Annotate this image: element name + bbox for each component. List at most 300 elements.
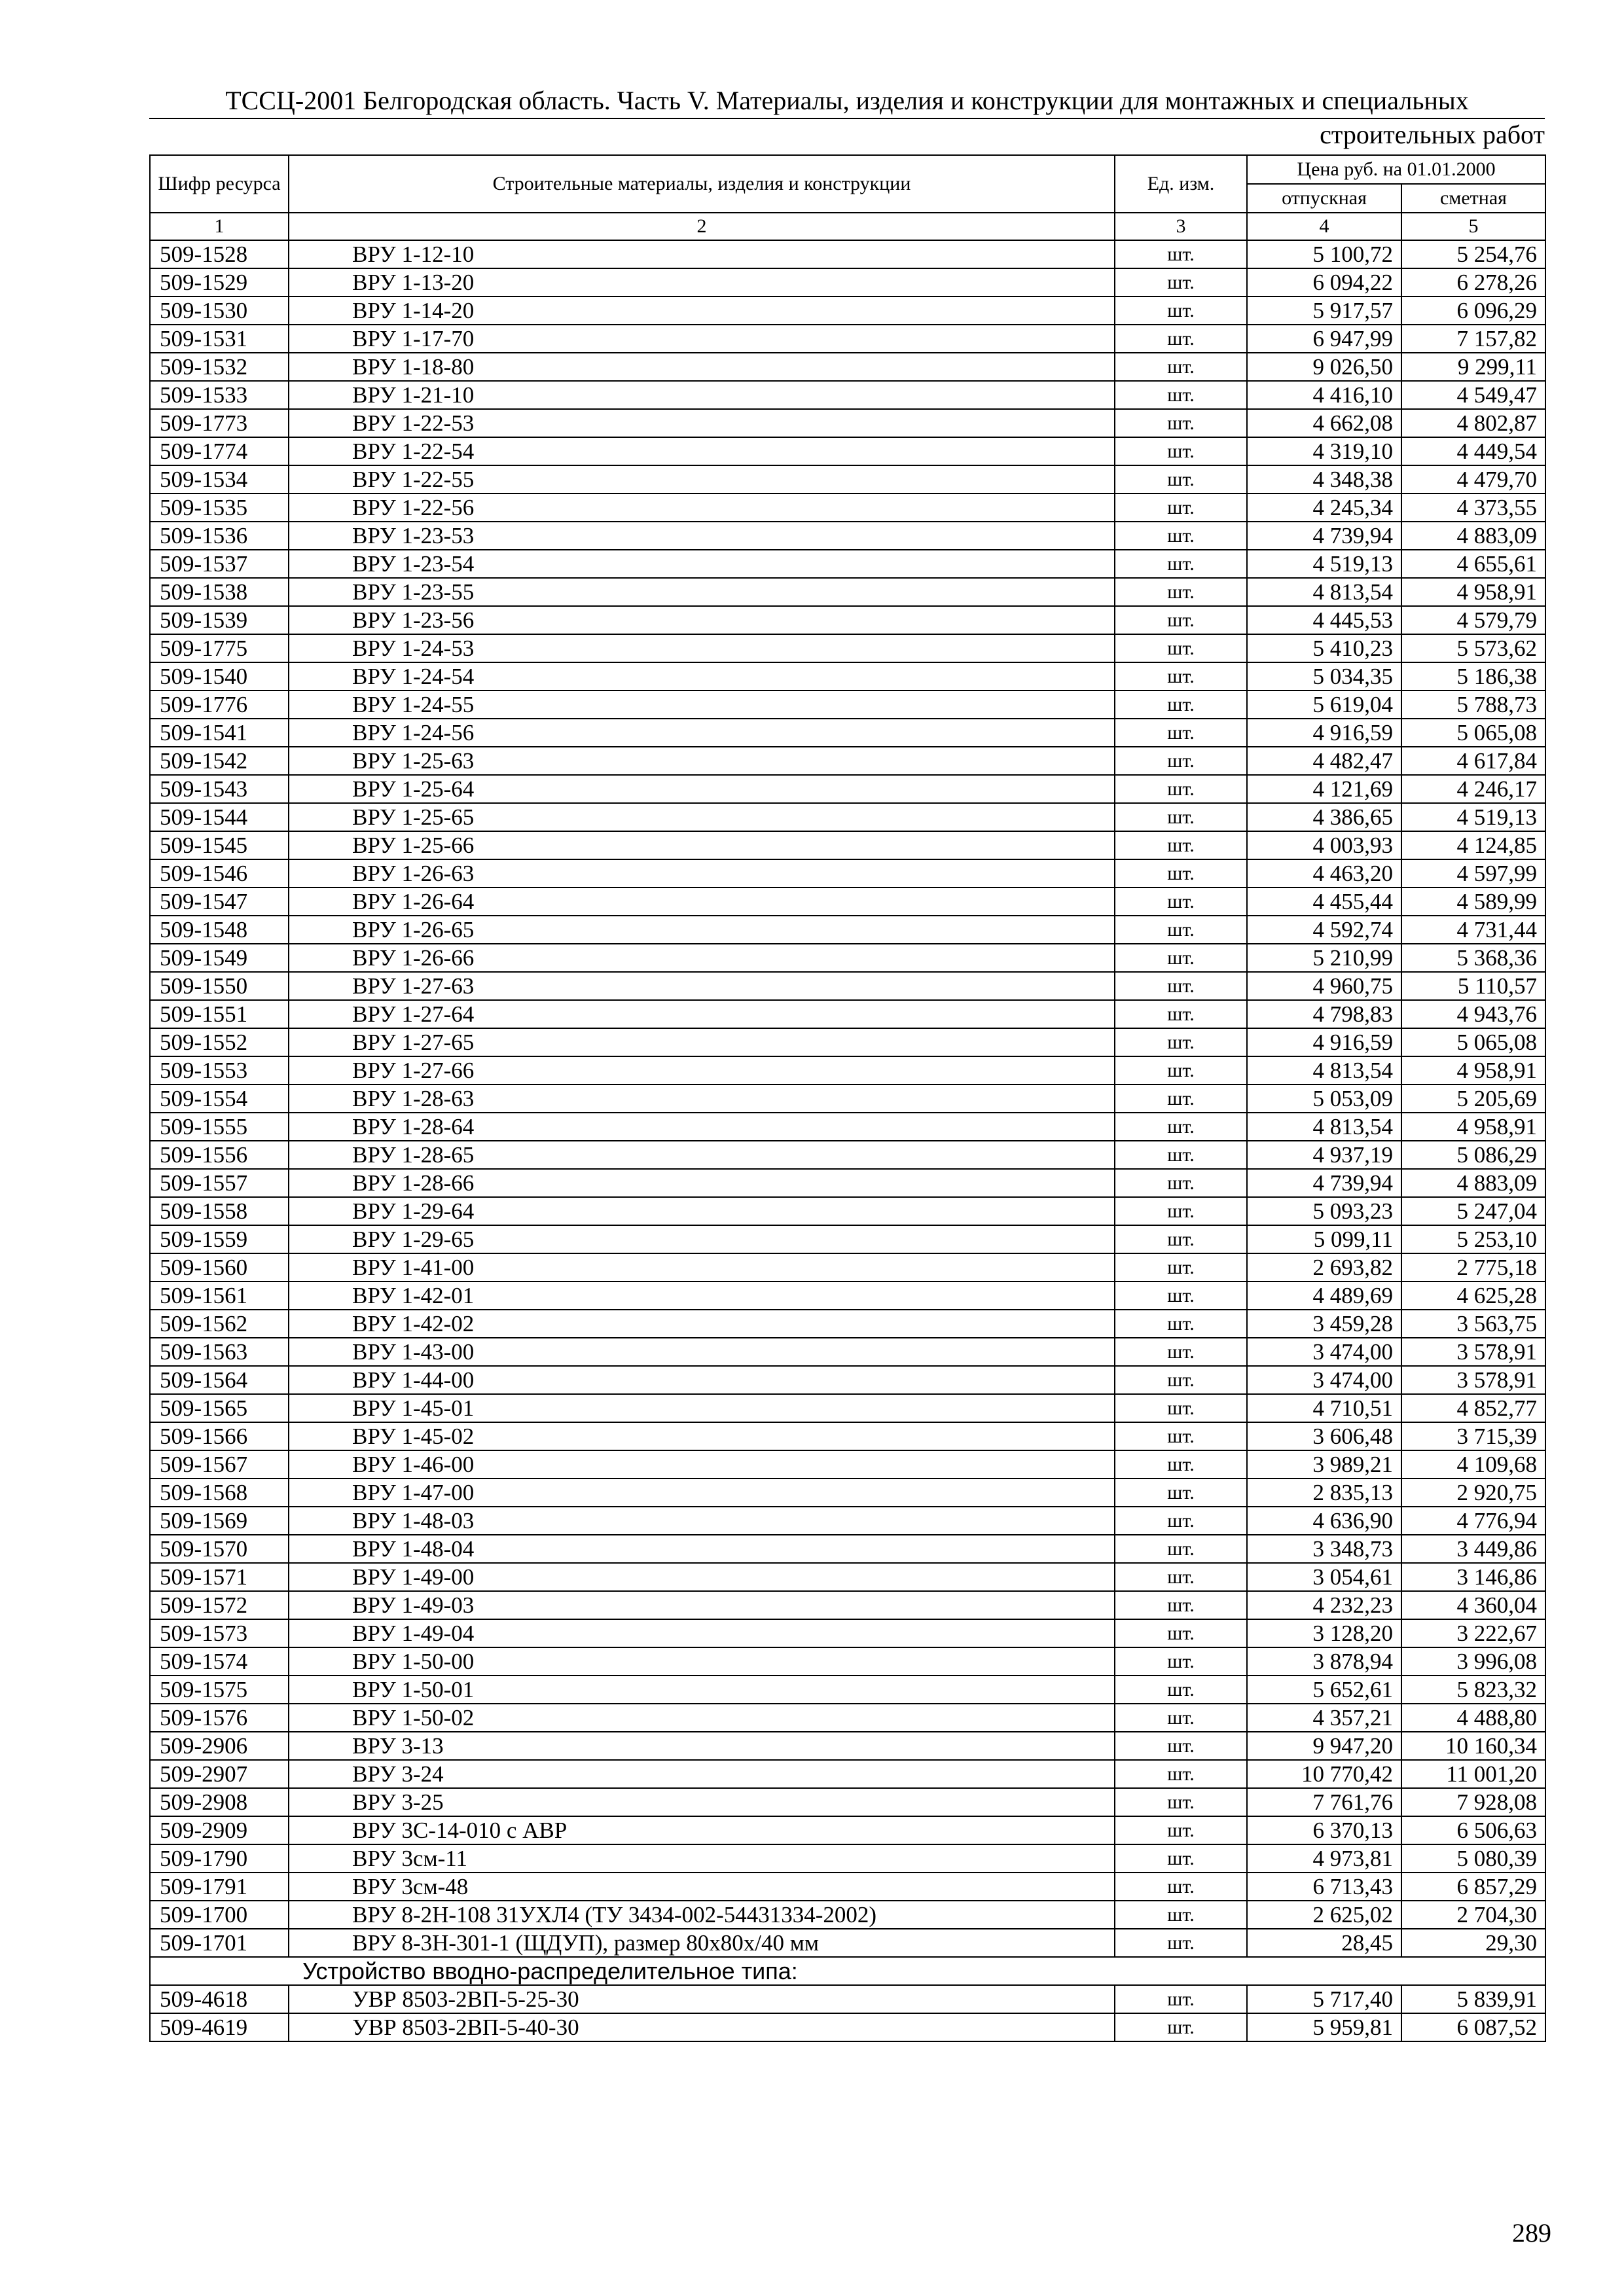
table-header-row [150, 155, 1545, 184]
row-code: 509-1546 [150, 859, 289, 888]
row-code: 509-1534 [150, 465, 289, 493]
row-price-estimate: 3 563,75 [1401, 1310, 1545, 1338]
row-unit: шт. [1115, 1253, 1247, 1282]
row-code: 509-1572 [150, 1591, 289, 1619]
row-unit: шт. [1115, 1282, 1247, 1310]
row-price-estimate: 5 788,73 [1401, 691, 1545, 719]
row-unit: шт. [1115, 634, 1247, 662]
row-price-release: 6 713,43 [1247, 1873, 1401, 1901]
row-code: 509-1538 [150, 578, 289, 606]
row-name: ВРУ 3-13 [289, 1732, 1115, 1760]
row-price-estimate: 6 506,63 [1401, 1816, 1545, 1844]
row-unit: шт. [1115, 1422, 1247, 1450]
table-row [150, 634, 1545, 662]
row-price-estimate: 3 449,86 [1401, 1535, 1545, 1563]
row-price-release: 4 813,54 [1247, 1056, 1401, 1085]
row-code: 509-1553 [150, 1056, 289, 1085]
header-code: Шифр ресурса [150, 155, 289, 213]
table-row [150, 916, 1545, 944]
row-name: ВРУ 1-28-65 [289, 1141, 1115, 1169]
row-name: ВРУ 1-29-64 [289, 1197, 1115, 1225]
row-price-release: 4 386,65 [1247, 803, 1401, 831]
row-code: 509-2909 [150, 1816, 289, 1844]
row-price-release: 3 474,00 [1247, 1366, 1401, 1394]
row-code: 509-2907 [150, 1760, 289, 1788]
row-price-estimate: 4 776,94 [1401, 1507, 1545, 1535]
row-name: ВРУ 1-50-00 [289, 1647, 1115, 1676]
row-price-release: 2 625,02 [1247, 1901, 1401, 1929]
row-unit: шт. [1115, 1507, 1247, 1535]
header-price-group: Цена руб. на 01.01.2000 [1247, 155, 1545, 184]
row-price-release: 6 094,22 [1247, 268, 1401, 296]
row-price-estimate: 2 775,18 [1401, 1253, 1545, 1282]
row-name: ВРУ 1-49-04 [289, 1619, 1115, 1647]
table-row [150, 1647, 1545, 1676]
row-code: 509-1560 [150, 1253, 289, 1282]
row-unit: шт. [1115, 1225, 1247, 1253]
row-name: ВРУ 1-14-20 [289, 296, 1115, 325]
row-price-estimate: 5 065,08 [1401, 719, 1545, 747]
row-code: 509-1547 [150, 888, 289, 916]
row-price-estimate: 4 124,85 [1401, 831, 1545, 859]
row-code: 509-1537 [150, 550, 289, 578]
table-row [150, 1479, 1545, 1507]
row-price-estimate: 10 160,34 [1401, 1732, 1545, 1760]
row-price-estimate: 4 802,87 [1401, 409, 1545, 437]
row-name: ВРУ 1-44-00 [289, 1366, 1115, 1394]
price-table [149, 154, 1546, 2042]
row-code: 509-1571 [150, 1563, 289, 1591]
table-row [150, 1985, 1545, 2013]
row-price-estimate: 6 278,26 [1401, 268, 1545, 296]
row-price-estimate: 5 823,32 [1401, 1676, 1545, 1704]
table-row [150, 1282, 1545, 1310]
row-price-release: 4 489,69 [1247, 1282, 1401, 1310]
table-row [150, 831, 1545, 859]
row-unit: шт. [1115, 409, 1247, 437]
row-price-estimate: 4 731,44 [1401, 916, 1545, 944]
row-unit: шт. [1115, 859, 1247, 888]
row-unit: шт. [1115, 493, 1247, 522]
section-title: Устройство вводно-распределительное типа: [150, 1957, 1545, 1985]
table-row [150, 437, 1545, 465]
row-price-release: 5 917,57 [1247, 296, 1401, 325]
row-unit: шт. [1115, 1788, 1247, 1816]
row-price-estimate: 3 996,08 [1401, 1647, 1545, 1676]
row-unit: шт. [1115, 1563, 1247, 1591]
row-price-estimate: 5 253,10 [1401, 1225, 1545, 1253]
table-row [150, 1422, 1545, 1450]
row-price-release: 5 099,11 [1247, 1225, 1401, 1253]
row-price-release: 4 455,44 [1247, 888, 1401, 916]
row-name: ВРУ 1-18-80 [289, 353, 1115, 381]
row-unit: шт. [1115, 1816, 1247, 1844]
row-price-release: 5 717,40 [1247, 1985, 1401, 2013]
row-unit: шт. [1115, 831, 1247, 859]
row-name: ВРУ 1-25-64 [289, 775, 1115, 803]
table-row [150, 1450, 1545, 1479]
row-price-estimate: 3 222,67 [1401, 1619, 1545, 1647]
row-unit: шт. [1115, 1197, 1247, 1225]
row-code: 509-1775 [150, 634, 289, 662]
row-code: 509-1774 [150, 437, 289, 465]
row-price-estimate: 4 943,76 [1401, 1000, 1545, 1028]
row-code: 509-1536 [150, 522, 289, 550]
row-unit: шт. [1115, 550, 1247, 578]
row-unit: шт. [1115, 1873, 1247, 1901]
table-row [150, 381, 1545, 409]
row-price-release: 4 232,23 [1247, 1591, 1401, 1619]
row-price-release: 5 410,23 [1247, 634, 1401, 662]
row-price-release: 3 348,73 [1247, 1535, 1401, 1563]
table-row [150, 1338, 1545, 1366]
row-price-release: 10 770,42 [1247, 1760, 1401, 1788]
table-row [150, 1873, 1545, 1901]
row-price-estimate: 4 852,77 [1401, 1394, 1545, 1422]
table-row [150, 662, 1545, 691]
row-name: УВР 8503-2ВП-5-40-30 [289, 2013, 1115, 2041]
row-name: ВРУ 1-42-02 [289, 1310, 1115, 1338]
row-code: 509-1552 [150, 1028, 289, 1056]
row-price-estimate: 2 920,75 [1401, 1479, 1545, 1507]
table-row [150, 1788, 1545, 1816]
row-code: 509-1528 [150, 240, 289, 268]
row-price-estimate: 4 883,09 [1401, 522, 1545, 550]
row-name: ВРУ 3см-48 [289, 1873, 1115, 1901]
row-price-release: 28,45 [1247, 1929, 1401, 1957]
row-code: 509-4618 [150, 1985, 289, 2013]
table-row [150, 1169, 1545, 1197]
row-price-estimate: 4 958,91 [1401, 578, 1545, 606]
row-unit: шт. [1115, 1619, 1247, 1647]
row-name: ВРУ 1-24-53 [289, 634, 1115, 662]
row-code: 509-1548 [150, 916, 289, 944]
row-name: ВРУ 8-2Н-108 31УХЛ4 (ТУ 3434-002-54431334-2002) [289, 1901, 1115, 1929]
row-name: ВРУ 1-24-54 [289, 662, 1115, 691]
row-name: ВРУ 1-26-65 [289, 916, 1115, 944]
table-row [150, 1704, 1545, 1732]
row-price-estimate: 4 449,54 [1401, 437, 1545, 465]
row-price-release: 3 054,61 [1247, 1563, 1401, 1591]
row-price-release: 5 210,99 [1247, 944, 1401, 972]
row-price-release: 4 739,94 [1247, 1169, 1401, 1197]
row-price-estimate: 3 715,39 [1401, 1422, 1545, 1450]
row-price-release: 3 878,94 [1247, 1647, 1401, 1676]
row-name: ВРУ 1-43-00 [289, 1338, 1115, 1366]
row-unit: шт. [1115, 2013, 1247, 2041]
row-name: ВРУ 1-13-20 [289, 268, 1115, 296]
row-unit: шт. [1115, 888, 1247, 916]
row-price-estimate: 7 928,08 [1401, 1788, 1545, 1816]
row-code: 509-1701 [150, 1929, 289, 1957]
row-unit: шт. [1115, 1901, 1247, 1929]
row-price-estimate: 5 839,91 [1401, 1985, 1545, 2013]
row-code: 509-1557 [150, 1169, 289, 1197]
table-row [150, 550, 1545, 578]
row-name: ВРУ 1-25-63 [289, 747, 1115, 775]
row-name: ВРУ 1-22-53 [289, 409, 1115, 437]
row-price-release: 9 947,20 [1247, 1732, 1401, 1760]
row-code: 509-1574 [150, 1647, 289, 1676]
row-code: 509-2906 [150, 1732, 289, 1760]
table-row [150, 1253, 1545, 1282]
row-price-estimate: 4 655,61 [1401, 550, 1545, 578]
table-row [150, 803, 1545, 831]
row-price-release: 4 960,75 [1247, 972, 1401, 1000]
table-body [150, 240, 1545, 1957]
table-row [150, 1000, 1545, 1028]
row-code: 509-1564 [150, 1366, 289, 1394]
table-row [150, 353, 1545, 381]
row-price-estimate: 6 087,52 [1401, 2013, 1545, 2041]
row-unit: шт. [1115, 775, 1247, 803]
row-code: 509-1568 [150, 1479, 289, 1507]
row-unit: шт. [1115, 465, 1247, 493]
row-price-release: 4 798,83 [1247, 1000, 1401, 1028]
row-price-release: 4 813,54 [1247, 1113, 1401, 1141]
row-name: ВРУ 1-41-00 [289, 1253, 1115, 1282]
row-name: ВРУ 1-50-01 [289, 1676, 1115, 1704]
row-price-release: 3 128,20 [1247, 1619, 1401, 1647]
row-price-estimate: 5 110,57 [1401, 972, 1545, 1000]
row-price-release: 3 606,48 [1247, 1422, 1401, 1450]
row-name: ВРУ 1-28-64 [289, 1113, 1115, 1141]
row-code: 509-1531 [150, 325, 289, 353]
table-row [150, 1535, 1545, 1563]
row-price-release: 4 482,47 [1247, 747, 1401, 775]
row-price-release: 4 739,94 [1247, 522, 1401, 550]
row-code: 509-1563 [150, 1338, 289, 1366]
row-price-estimate: 4 617,84 [1401, 747, 1545, 775]
table-row [150, 859, 1545, 888]
row-name: ВРУ 1-23-56 [289, 606, 1115, 634]
row-unit: шт. [1115, 1085, 1247, 1113]
table-row [150, 1591, 1545, 1619]
table-row [150, 1732, 1545, 1760]
row-price-release: 4 357,21 [1247, 1704, 1401, 1732]
row-code: 509-1575 [150, 1676, 289, 1704]
page-number: 289 [1512, 2218, 1551, 2248]
row-unit: шт. [1115, 719, 1247, 747]
row-code: 509-1543 [150, 775, 289, 803]
row-code: 509-1576 [150, 1704, 289, 1732]
row-price-release: 4 636,90 [1247, 1507, 1401, 1535]
row-price-estimate: 4 519,13 [1401, 803, 1545, 831]
row-name: ВРУ 1-12-10 [289, 240, 1115, 268]
row-unit: шт. [1115, 803, 1247, 831]
table-row [150, 1085, 1545, 1113]
table-row [150, 606, 1545, 634]
row-price-release: 9 026,50 [1247, 353, 1401, 381]
row-price-estimate: 29,30 [1401, 1929, 1545, 1957]
column-number-row [150, 213, 1545, 240]
row-code: 509-1559 [150, 1225, 289, 1253]
row-code: 509-1529 [150, 268, 289, 296]
row-price-release: 5 053,09 [1247, 1085, 1401, 1113]
row-code: 509-1535 [150, 493, 289, 522]
row-unit: шт. [1115, 1028, 1247, 1056]
row-price-release: 3 459,28 [1247, 1310, 1401, 1338]
row-code: 509-1570 [150, 1535, 289, 1563]
row-price-estimate: 5 254,76 [1401, 240, 1545, 268]
row-code: 509-1533 [150, 381, 289, 409]
row-price-estimate: 4 488,80 [1401, 1704, 1545, 1732]
row-name: ВРУ 1-48-03 [289, 1507, 1115, 1535]
row-price-release: 5 959,81 [1247, 2013, 1401, 2041]
row-code: 509-1555 [150, 1113, 289, 1141]
row-name: ВРУ 1-25-66 [289, 831, 1115, 859]
column-number: 2 [289, 213, 1115, 240]
row-unit: шт. [1115, 1366, 1247, 1394]
table-row [150, 409, 1545, 437]
table-row [150, 775, 1545, 803]
row-price-release: 4 973,81 [1247, 1844, 1401, 1873]
row-name: ВРУ 1-48-04 [289, 1535, 1115, 1563]
row-price-release: 4 416,10 [1247, 381, 1401, 409]
table-row [150, 972, 1545, 1000]
row-name: ВРУ 1-49-03 [289, 1591, 1115, 1619]
row-name: ВРУ 3С-14-010 с АВР [289, 1816, 1115, 1844]
page-header-title: ТССЦ-2001 Белгородская область. Часть V. Материалы, изделия и конструкции для монтажных и специальных [225, 86, 1469, 115]
row-name: ВРУ 1-25-65 [289, 803, 1115, 831]
row-price-estimate: 6 096,29 [1401, 296, 1545, 325]
table-row [150, 1844, 1545, 1873]
row-price-estimate: 5 186,38 [1401, 662, 1545, 691]
row-code: 509-4619 [150, 2013, 289, 2041]
row-price-estimate: 2 704,30 [1401, 1901, 1545, 1929]
row-name: ВРУ 1-23-55 [289, 578, 1115, 606]
table-row [150, 888, 1545, 916]
row-unit: шт. [1115, 1450, 1247, 1479]
row-unit: шт. [1115, 1647, 1247, 1676]
row-code: 509-1558 [150, 1197, 289, 1225]
row-name: ВРУ 3см-11 [289, 1844, 1115, 1873]
row-code: 509-2908 [150, 1788, 289, 1816]
row-unit: шт. [1115, 325, 1247, 353]
column-number: 3 [1115, 213, 1247, 240]
row-unit: шт. [1115, 747, 1247, 775]
row-price-estimate: 4 360,04 [1401, 1591, 1545, 1619]
row-price-estimate: 4 958,91 [1401, 1113, 1545, 1141]
table-row [150, 1563, 1545, 1591]
table-row [150, 578, 1545, 606]
row-price-estimate: 5 205,69 [1401, 1085, 1545, 1113]
table-row [150, 1929, 1545, 1957]
row-name: ВРУ 1-28-63 [289, 1085, 1115, 1113]
row-unit: шт. [1115, 1760, 1247, 1788]
row-unit: шт. [1115, 1394, 1247, 1422]
row-price-release: 5 100,72 [1247, 240, 1401, 268]
row-name: ВРУ 3-24 [289, 1760, 1115, 1788]
row-price-estimate: 6 857,29 [1401, 1873, 1545, 1901]
row-price-release: 4 003,93 [1247, 831, 1401, 859]
row-price-release: 4 916,59 [1247, 719, 1401, 747]
column-number: 5 [1401, 213, 1545, 240]
section-table-body [150, 1985, 1545, 2041]
row-name: ВРУ 1-22-56 [289, 493, 1115, 522]
row-name: ВРУ 1-49-00 [289, 1563, 1115, 1591]
row-price-estimate: 5 080,39 [1401, 1844, 1545, 1873]
row-price-release: 6 370,13 [1247, 1816, 1401, 1844]
row-unit: шт. [1115, 381, 1247, 409]
row-price-release: 4 319,10 [1247, 437, 1401, 465]
row-price-estimate: 4 883,09 [1401, 1169, 1545, 1197]
row-price-estimate: 4 589,99 [1401, 888, 1545, 916]
row-name: ВРУ 1-27-64 [289, 1000, 1115, 1028]
table-row [150, 1366, 1545, 1394]
row-price-release: 4 937,19 [1247, 1141, 1401, 1169]
row-unit: шт. [1115, 1844, 1247, 1873]
table-row [150, 1394, 1545, 1422]
row-name: УВР 8503-2ВП-5-25-30 [289, 1985, 1115, 2013]
row-unit: шт. [1115, 1732, 1247, 1760]
row-name: ВРУ 1-27-65 [289, 1028, 1115, 1056]
row-name: ВРУ 1-50-02 [289, 1704, 1115, 1732]
row-price-estimate: 3 578,91 [1401, 1338, 1545, 1366]
row-unit: шт. [1115, 1704, 1247, 1732]
row-code: 509-1541 [150, 719, 289, 747]
row-price-estimate: 9 299,11 [1401, 353, 1545, 381]
table-row [150, 1676, 1545, 1704]
row-name: ВРУ 1-45-01 [289, 1394, 1115, 1422]
table-row [150, 747, 1545, 775]
header-name: Строительные материалы, изделия и конструкции [289, 155, 1115, 213]
row-code: 509-1545 [150, 831, 289, 859]
row-price-release: 4 519,13 [1247, 550, 1401, 578]
row-code: 509-1791 [150, 1873, 289, 1901]
row-unit: шт. [1115, 296, 1247, 325]
row-price-release: 5 034,35 [1247, 662, 1401, 691]
row-price-release: 5 619,04 [1247, 691, 1401, 719]
row-name: ВРУ 1-17-70 [289, 325, 1115, 353]
row-name: ВРУ 3-25 [289, 1788, 1115, 1816]
row-price-estimate: 5 086,29 [1401, 1141, 1545, 1169]
row-name: ВРУ 1-27-66 [289, 1056, 1115, 1085]
row-unit: шт. [1115, 944, 1247, 972]
row-name: ВРУ 1-47-00 [289, 1479, 1115, 1507]
row-code: 509-1700 [150, 1901, 289, 1929]
table-row [150, 719, 1545, 747]
row-unit: шт. [1115, 1479, 1247, 1507]
row-price-release: 4 710,51 [1247, 1394, 1401, 1422]
table-row [150, 1225, 1545, 1253]
row-price-estimate: 4 479,70 [1401, 465, 1545, 493]
row-unit: шт. [1115, 1169, 1247, 1197]
row-unit: шт. [1115, 353, 1247, 381]
row-name: ВРУ 1-23-54 [289, 550, 1115, 578]
table-row [150, 944, 1545, 972]
row-unit: шт. [1115, 1113, 1247, 1141]
table-row [150, 1056, 1545, 1085]
row-price-estimate: 4 109,68 [1401, 1450, 1545, 1479]
row-code: 509-1776 [150, 691, 289, 719]
row-price-estimate: 4 246,17 [1401, 775, 1545, 803]
table-row [150, 691, 1545, 719]
column-number: 1 [150, 213, 289, 240]
row-code: 509-1773 [150, 409, 289, 437]
table-row [150, 1507, 1545, 1535]
row-price-estimate: 7 157,82 [1401, 325, 1545, 353]
row-name: ВРУ 1-46-00 [289, 1450, 1115, 1479]
row-code: 509-1551 [150, 1000, 289, 1028]
row-code: 509-1562 [150, 1310, 289, 1338]
table-row [150, 1310, 1545, 1338]
row-name: ВРУ 1-45-02 [289, 1422, 1115, 1450]
row-price-estimate: 11 001,20 [1401, 1760, 1545, 1788]
row-price-estimate: 4 549,47 [1401, 381, 1545, 409]
row-code: 509-1542 [150, 747, 289, 775]
row-price-release: 5 652,61 [1247, 1676, 1401, 1704]
